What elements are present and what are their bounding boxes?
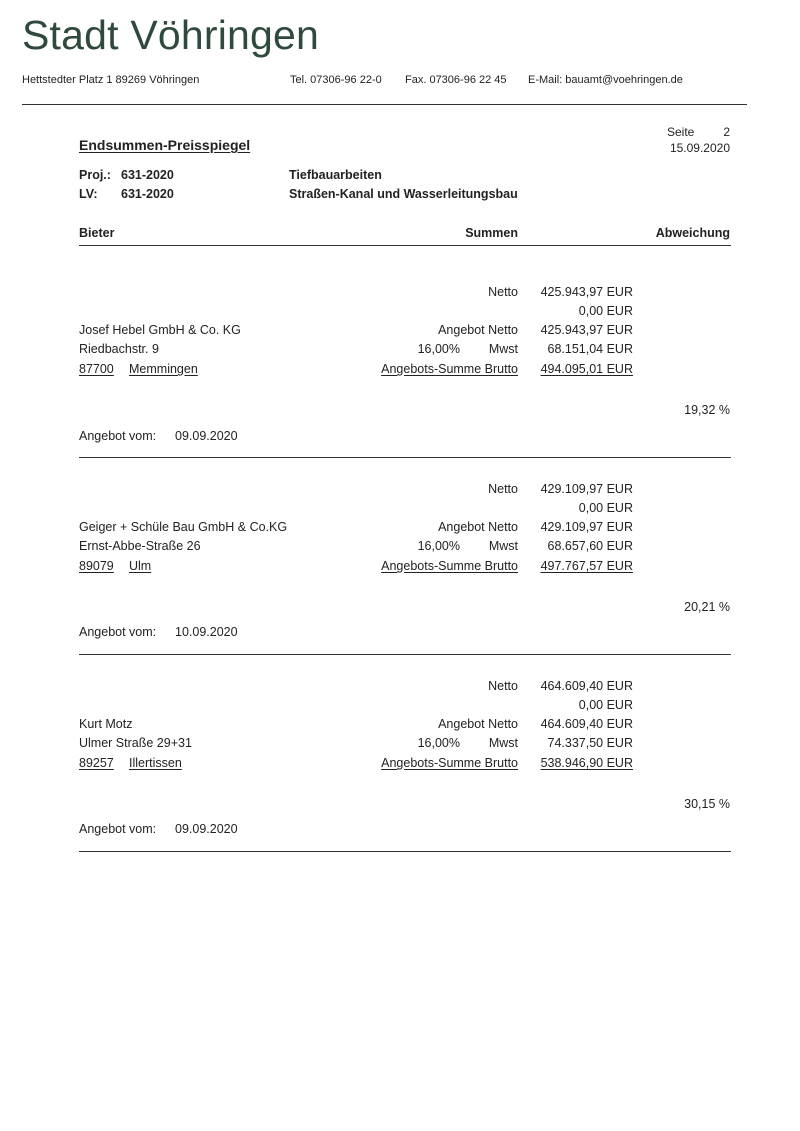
offer-date: 10.09.2020 (175, 625, 238, 639)
brutto-value: 497.767,57 EUR (540, 559, 633, 573)
vat-rate: 16,00% (417, 539, 460, 553)
bidder-street: Ulmer Straße 29+31 (79, 736, 192, 750)
vat-rate: 16,00% (417, 342, 460, 356)
bidder-zip: 89079 (79, 559, 114, 573)
offer-date-label: Angebot vom: (79, 429, 157, 443)
netto-value: 425.943,97 EUR (540, 285, 633, 299)
bidder-divider (79, 654, 731, 655)
vat-label: Mwst (488, 539, 518, 553)
offer-date: 09.09.2020 (175, 429, 238, 443)
vat-value: 68.151,04 EUR (547, 342, 633, 356)
offer-netto-label: Angebot Netto (438, 717, 518, 731)
lv-value: 631-2020 (121, 187, 174, 201)
bidder-city: Memmingen (129, 362, 198, 376)
bidder-city: Illertissen (129, 756, 182, 770)
proj-label: Proj.: (79, 168, 111, 182)
vat-value: 68.657,60 EUR (547, 539, 633, 553)
offer-netto-label: Angebot Netto (438, 520, 518, 534)
vat-label: Mwst (488, 736, 518, 750)
document-title: Endsummen-Preisspiegel (79, 137, 251, 153)
bidder-divider (79, 851, 731, 852)
letterhead-divider (22, 104, 747, 105)
bidder-divider (79, 457, 731, 458)
bidder-name: Josef Hebel GmbH & Co. KG (79, 323, 241, 337)
offer-netto-value: 425.943,97 EUR (540, 323, 633, 337)
netto-value: 464.609,40 EUR (540, 679, 633, 693)
netto-value: 429.109,97 EUR (540, 482, 633, 496)
header-divider (79, 245, 731, 246)
proj-value: 631-2020 (121, 168, 174, 182)
netto-label: Netto (488, 679, 518, 693)
city-name: Stadt Vöhringen (22, 12, 320, 58)
offer-date-label: Angebot vom: (79, 822, 157, 836)
zero-value: 0,00 EUR (578, 304, 633, 318)
brutto-label: Angebots-Summe Brutto (381, 559, 518, 573)
vat-label: Mwst (488, 342, 518, 356)
letterhead-email: E-Mail: bauamt@voehringen.de (528, 74, 683, 86)
document-date: 15.09.2020 (669, 141, 730, 155)
offer-date-label: Angebot vom: (79, 625, 157, 639)
lv-description: Straßen-Kanal und Wasserleitungsbau (289, 187, 518, 201)
vat-rate: 16,00% (417, 736, 460, 750)
page-number: 2 (723, 125, 730, 139)
column-header-sums: Summen (465, 226, 518, 240)
brutto-label: Angebots-Summe Brutto (381, 362, 518, 376)
bidder-city: Ulm (129, 559, 152, 573)
page-label: Seite (667, 125, 695, 139)
letterhead-address: Hettstedter Platz 1 89269 Vöhringen (22, 74, 200, 86)
letterhead-fax: Fax. 07306-96 22 45 (405, 74, 507, 86)
offer-netto-value: 464.609,40 EUR (540, 717, 633, 731)
bidder-street: Ernst-Abbe-Straße 26 (79, 539, 201, 553)
brutto-value: 494.095,01 EUR (540, 362, 633, 376)
column-header-deviation: Abweichung (655, 226, 730, 240)
offer-netto-value: 429.109,97 EUR (540, 520, 633, 534)
deviation-value: 30,15 % (684, 797, 730, 811)
bidder-zip: 87700 (79, 362, 114, 376)
netto-label: Netto (488, 285, 518, 299)
column-header-bidder: Bieter (79, 226, 115, 240)
bidder-name: Geiger + Schüle Bau GmbH & Co.KG (79, 520, 288, 534)
proj-description: Tiefbauarbeiten (289, 168, 382, 182)
bidder-name: Kurt Motz (79, 717, 133, 731)
letterhead-phone: Tel. 07306-96 22-0 (290, 74, 382, 86)
deviation-value: 20,21 % (684, 600, 730, 614)
brutto-label: Angebots-Summe Brutto (381, 756, 518, 770)
brutto-value: 538.946,90 EUR (540, 756, 633, 770)
bidder-zip: 89257 (79, 756, 114, 770)
vat-value: 74.337,50 EUR (547, 736, 633, 750)
zero-value: 0,00 EUR (578, 501, 633, 515)
lv-label: LV: (79, 187, 98, 201)
bidder-street: Riedbachstr. 9 (79, 342, 159, 356)
deviation-value: 19,32 % (684, 403, 730, 417)
zero-value: 0,00 EUR (578, 698, 633, 712)
offer-date: 09.09.2020 (175, 822, 238, 836)
netto-label: Netto (488, 482, 518, 496)
offer-netto-label: Angebot Netto (438, 323, 518, 337)
